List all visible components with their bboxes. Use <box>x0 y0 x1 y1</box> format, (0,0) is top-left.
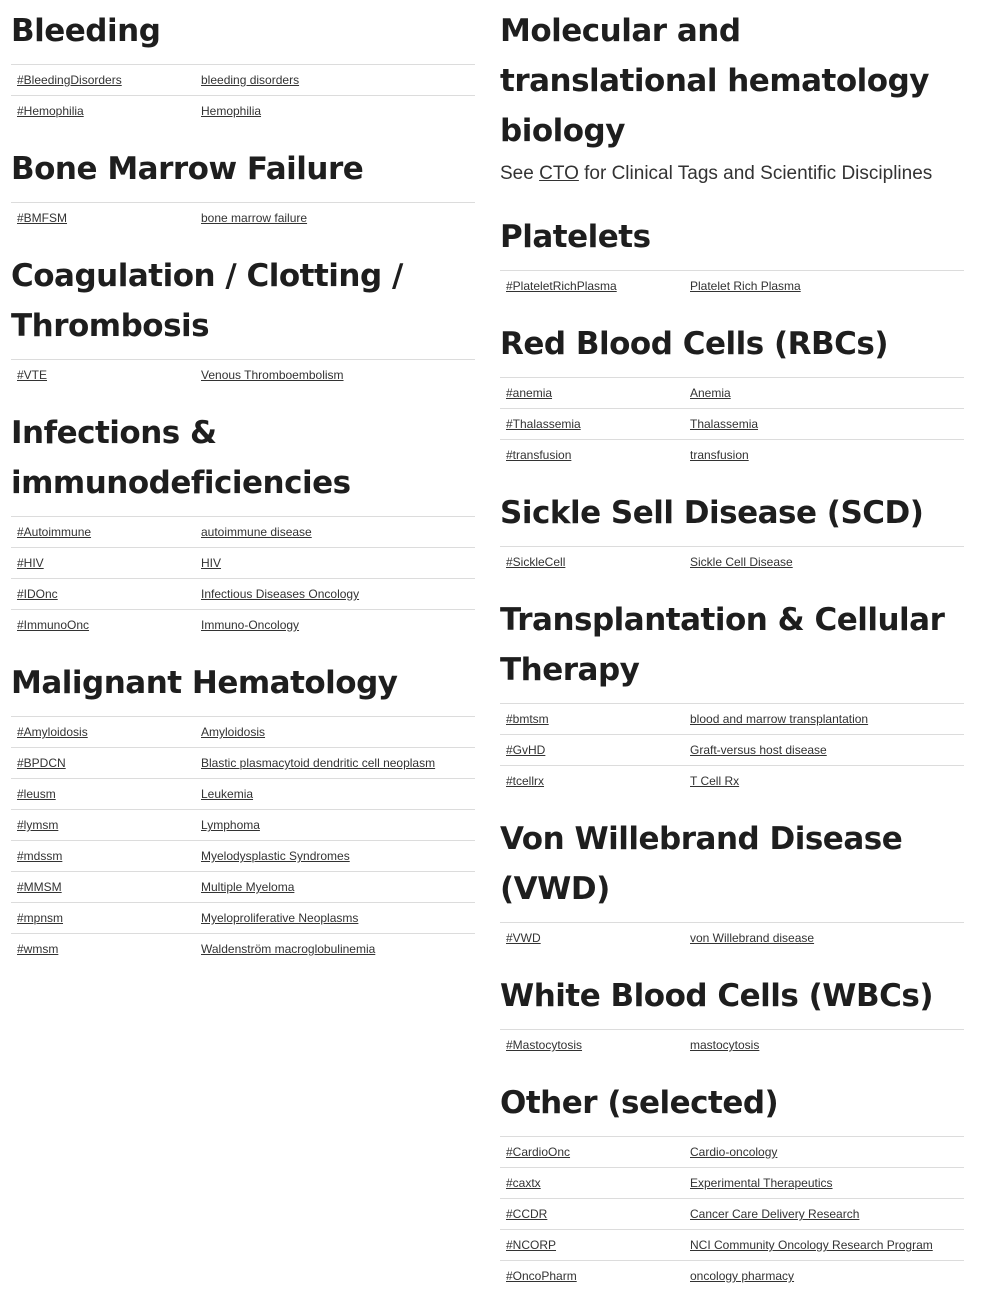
description-cell <box>684 704 964 735</box>
hashtag-link[interactable]: #Amyloidosis <box>17 725 88 739</box>
table-row <box>500 271 964 302</box>
tag-cell <box>500 923 684 954</box>
tag-cell <box>11 903 195 934</box>
hashtag-link[interactable]: #BMFSM <box>17 211 68 225</box>
section-heading: Red Blood Cells (RBCs) <box>500 326 889 362</box>
hashtag-link[interactable]: #anemia <box>506 386 553 400</box>
tag-cell <box>500 271 684 302</box>
table-row <box>500 1199 964 1230</box>
description-link[interactable]: oncology pharmacy <box>690 1269 795 1283</box>
description-link[interactable]: NCI Community Oncology Research Program <box>690 1238 933 1252</box>
hashtag-link[interactable]: #mdssm <box>17 849 63 863</box>
description-cell <box>195 610 475 641</box>
description-link[interactable]: Anemia <box>690 386 731 400</box>
table-row <box>11 65 475 96</box>
description-link[interactable]: Venous Thromboembolism <box>201 368 344 382</box>
table-row <box>11 872 475 903</box>
description-cell <box>684 440 964 471</box>
description-link[interactable]: Hemophilia <box>201 104 262 118</box>
description-link[interactable]: autoimmune disease <box>201 525 312 539</box>
description-cell <box>684 409 964 440</box>
tag-cell <box>500 1261 684 1292</box>
tag-table <box>500 377 964 470</box>
section-heading: White Blood Cells (WBCs) <box>500 978 933 1014</box>
description-link[interactable]: von Willebrand disease <box>690 931 815 945</box>
table-row <box>11 548 475 579</box>
tag-table <box>500 270 964 301</box>
tag-cell <box>500 766 684 797</box>
tag-table <box>500 1029 964 1060</box>
hashtag-link[interactable]: #BleedingDisorders <box>17 73 122 87</box>
section-white-blood-cells-wbcs <box>500 971 964 1060</box>
hashtag-link[interactable]: #GvHD <box>506 743 546 757</box>
tag-cell <box>11 517 195 548</box>
tag-cell <box>11 779 195 810</box>
tag-cell <box>11 748 195 779</box>
description-cell <box>195 579 475 610</box>
description-link[interactable]: Blastic plasmacytoid dendritic cell neoplasm <box>201 756 436 770</box>
table-row <box>11 810 475 841</box>
tag-cell <box>500 1137 684 1168</box>
table-row <box>500 1261 964 1292</box>
description-cell <box>195 903 475 934</box>
table-row <box>11 96 475 127</box>
description-link[interactable]: Waldenström macroglobulinemia <box>201 942 376 956</box>
subtitle-text-after: for Clinical Tags and Scientific Disciplines <box>578 163 933 184</box>
description-link[interactable]: Immuno-Oncology <box>201 618 300 632</box>
tag-table <box>11 202 475 233</box>
hashtag-link[interactable]: #CardioOnc <box>506 1145 571 1159</box>
tag-cell <box>11 610 195 641</box>
table-row <box>500 923 964 954</box>
description-cell <box>684 766 964 797</box>
tag-cell <box>500 1030 684 1061</box>
tag-cell <box>11 548 195 579</box>
description-link[interactable]: Experimental Therapeutics <box>690 1176 833 1190</box>
description-cell <box>195 717 475 748</box>
section-heading: Platelets <box>500 219 651 255</box>
hashtag-link[interactable]: #wmsm <box>17 942 59 956</box>
section-heading: Infections & immunodeficiencies <box>11 415 351 501</box>
hashtag-link[interactable]: #NCORP <box>506 1238 557 1252</box>
section-transplantation-cellular-therapy <box>500 595 964 796</box>
description-link[interactable]: Cardio-oncology <box>690 1145 778 1159</box>
tag-table <box>500 922 964 953</box>
cto-link[interactable]: CTO <box>539 163 579 184</box>
table-row <box>11 748 475 779</box>
tag-table <box>11 359 475 390</box>
tag-cell <box>500 378 684 409</box>
description-link[interactable]: Sickle Cell Disease <box>690 555 793 569</box>
section-coagulation-clotting-thrombosis <box>11 251 475 390</box>
description-cell <box>195 810 475 841</box>
section-heading: Coagulation / Clotting / Thrombosis <box>11 258 403 344</box>
description-cell <box>195 872 475 903</box>
description-cell <box>684 1199 964 1230</box>
description-cell <box>684 378 964 409</box>
tag-table <box>500 546 964 577</box>
table-row <box>500 409 964 440</box>
description-link[interactable]: Leukemia <box>201 787 254 801</box>
description-cell <box>684 1030 964 1061</box>
description-link[interactable]: Myeloproliferative Neoplasms <box>201 911 359 925</box>
table-row <box>11 517 475 548</box>
section-heading: Von Willebrand Disease (VWD) <box>500 821 903 907</box>
hashtag-link[interactable]: #OncoPharm <box>506 1269 577 1283</box>
section-heading: Sickle Sell Disease (SCD) <box>500 495 924 531</box>
table-row <box>11 841 475 872</box>
hashtag-link[interactable]: #lymsm <box>17 818 59 832</box>
table-row <box>11 203 475 234</box>
description-link[interactable]: Infectious Diseases Oncology <box>201 587 360 601</box>
table-row <box>500 547 964 578</box>
subtitle-text-before: See <box>500 163 540 184</box>
description-link[interactable]: Thalassemia <box>690 417 759 431</box>
section-molecular-and-translational-hematology-biology <box>500 6 964 188</box>
description-cell <box>195 203 475 234</box>
description-link[interactable]: Cancer Care Delivery Research <box>690 1207 860 1221</box>
tag-cell <box>11 717 195 748</box>
description-link[interactable]: Multiple Myeloma <box>201 880 295 894</box>
section-bone-marrow-failure <box>11 144 475 233</box>
table-row <box>11 903 475 934</box>
table-row <box>500 378 964 409</box>
hashtag-link[interactable]: #MMSM <box>17 880 62 894</box>
tag-table <box>11 64 475 126</box>
hashtag-link[interactable]: #tcellrx <box>506 774 545 788</box>
section-heading: Transplantation & Cellular Therapy <box>500 602 945 688</box>
tag-cell <box>11 872 195 903</box>
hashtag-link[interactable]: #SickleCell <box>506 555 566 569</box>
description-cell <box>195 841 475 872</box>
table-row <box>11 360 475 391</box>
hashtag-link[interactable]: #Mastocytosis <box>506 1038 583 1052</box>
hashtag-link[interactable]: #BPDCN <box>17 756 66 770</box>
tag-cell <box>11 96 195 127</box>
hashtag-link[interactable]: #Autoimmune <box>17 525 92 539</box>
hashtag-link[interactable]: #VTE <box>17 368 48 382</box>
tag-table <box>11 716 475 964</box>
table-row <box>500 1230 964 1261</box>
table-row <box>500 1168 964 1199</box>
tag-table <box>11 516 475 640</box>
hashtag-link[interactable]: #Hemophilia <box>17 104 84 118</box>
tag-cell <box>11 203 195 234</box>
description-link[interactable]: Lymphoma <box>201 818 260 832</box>
description-link[interactable]: bone marrow failure <box>201 211 308 225</box>
section-infections-immunodeficiencies <box>11 408 475 640</box>
description-cell <box>684 923 964 954</box>
description-link[interactable]: Platelet Rich Plasma <box>690 279 801 293</box>
section-platelets <box>500 212 964 301</box>
description-link[interactable]: blood and marrow transplantation <box>690 712 869 726</box>
section-heading: Malignant Hematology <box>11 665 398 701</box>
table-row <box>11 934 475 965</box>
tag-cell <box>11 579 195 610</box>
tag-cell <box>500 440 684 471</box>
tag-cell <box>11 65 195 96</box>
table-row <box>500 1137 964 1168</box>
hashtag-link[interactable]: #transfusion <box>506 448 572 462</box>
description-cell <box>684 1168 964 1199</box>
tag-cell <box>500 409 684 440</box>
hashtag-link[interactable]: #caxtx <box>506 1176 541 1190</box>
tag-table <box>500 703 964 796</box>
description-cell <box>684 547 964 578</box>
tag-cell <box>500 704 684 735</box>
hashtag-link[interactable]: #IDOnc <box>17 587 58 601</box>
description-cell <box>684 271 964 302</box>
hashtag-link[interactable]: #Thalassemia <box>506 417 581 431</box>
description-cell <box>195 548 475 579</box>
description-cell <box>195 934 475 965</box>
tag-cell <box>500 547 684 578</box>
table-row <box>11 779 475 810</box>
tag-cell <box>500 1168 684 1199</box>
hashtag-link[interactable]: #HIV <box>17 556 44 570</box>
table-row <box>500 766 964 797</box>
description-cell <box>684 1261 964 1292</box>
description-cell <box>195 779 475 810</box>
table-row <box>500 704 964 735</box>
description-link[interactable]: transfusion <box>690 448 749 462</box>
description-cell <box>684 1137 964 1168</box>
hashtag-link[interactable]: #bmtsm <box>506 712 549 726</box>
tag-cell <box>11 360 195 391</box>
table-row <box>11 610 475 641</box>
description-link[interactable]: Amyloidosis <box>201 725 266 739</box>
tag-table <box>500 1136 964 1291</box>
description-cell <box>195 65 475 96</box>
table-row <box>11 717 475 748</box>
right-column <box>500 0 964 1309</box>
description-link[interactable]: HIV <box>201 556 222 570</box>
description-link[interactable]: mastocytosis <box>690 1038 760 1052</box>
section-red-blood-cells-rbcs <box>500 319 964 470</box>
tag-cell <box>11 810 195 841</box>
hashtag-link[interactable]: #leusm <box>17 787 56 801</box>
table-row <box>500 440 964 471</box>
section-heading: Bleeding <box>11 13 161 49</box>
description-link[interactable]: Myelodysplastic Syndromes <box>201 849 350 863</box>
hashtag-link[interactable]: #CCDR <box>506 1207 548 1221</box>
description-link[interactable]: T Cell Rx <box>690 774 740 788</box>
section-sickle-sell-disease-scd <box>500 488 964 577</box>
section-heading: Other (selected) <box>500 1085 779 1121</box>
description-link[interactable]: Graft-versus host disease <box>690 743 827 757</box>
section-heading: Molecular and translational hematology biology <box>500 13 929 149</box>
tag-cell <box>11 841 195 872</box>
description-link[interactable]: bleeding disorders <box>201 73 300 87</box>
section-subtitle <box>500 160 964 188</box>
table-row <box>500 735 964 766</box>
description-cell <box>684 735 964 766</box>
tag-cell <box>500 1230 684 1261</box>
left-column <box>11 0 475 982</box>
section-heading: Bone Marrow Failure <box>11 151 364 187</box>
description-cell <box>195 96 475 127</box>
section-bleeding <box>11 6 475 126</box>
tag-cell <box>500 735 684 766</box>
hashtag-link[interactable]: #mpnsm <box>17 911 64 925</box>
description-cell <box>684 1230 964 1261</box>
hashtag-link[interactable]: #VWD <box>506 931 541 945</box>
tag-cell <box>500 1199 684 1230</box>
hashtag-link[interactable]: #ImmunoOnc <box>17 618 90 632</box>
description-cell <box>195 517 475 548</box>
hashtag-link[interactable]: #PlateletRichPlasma <box>506 279 617 293</box>
section-von-willebrand-disease-vwd <box>500 814 964 953</box>
section-malignant-hematology <box>11 658 475 964</box>
section-other-selected <box>500 1078 964 1291</box>
tag-cell <box>11 934 195 965</box>
description-cell <box>195 360 475 391</box>
table-row <box>11 579 475 610</box>
description-cell <box>195 748 475 779</box>
table-row <box>500 1030 964 1061</box>
